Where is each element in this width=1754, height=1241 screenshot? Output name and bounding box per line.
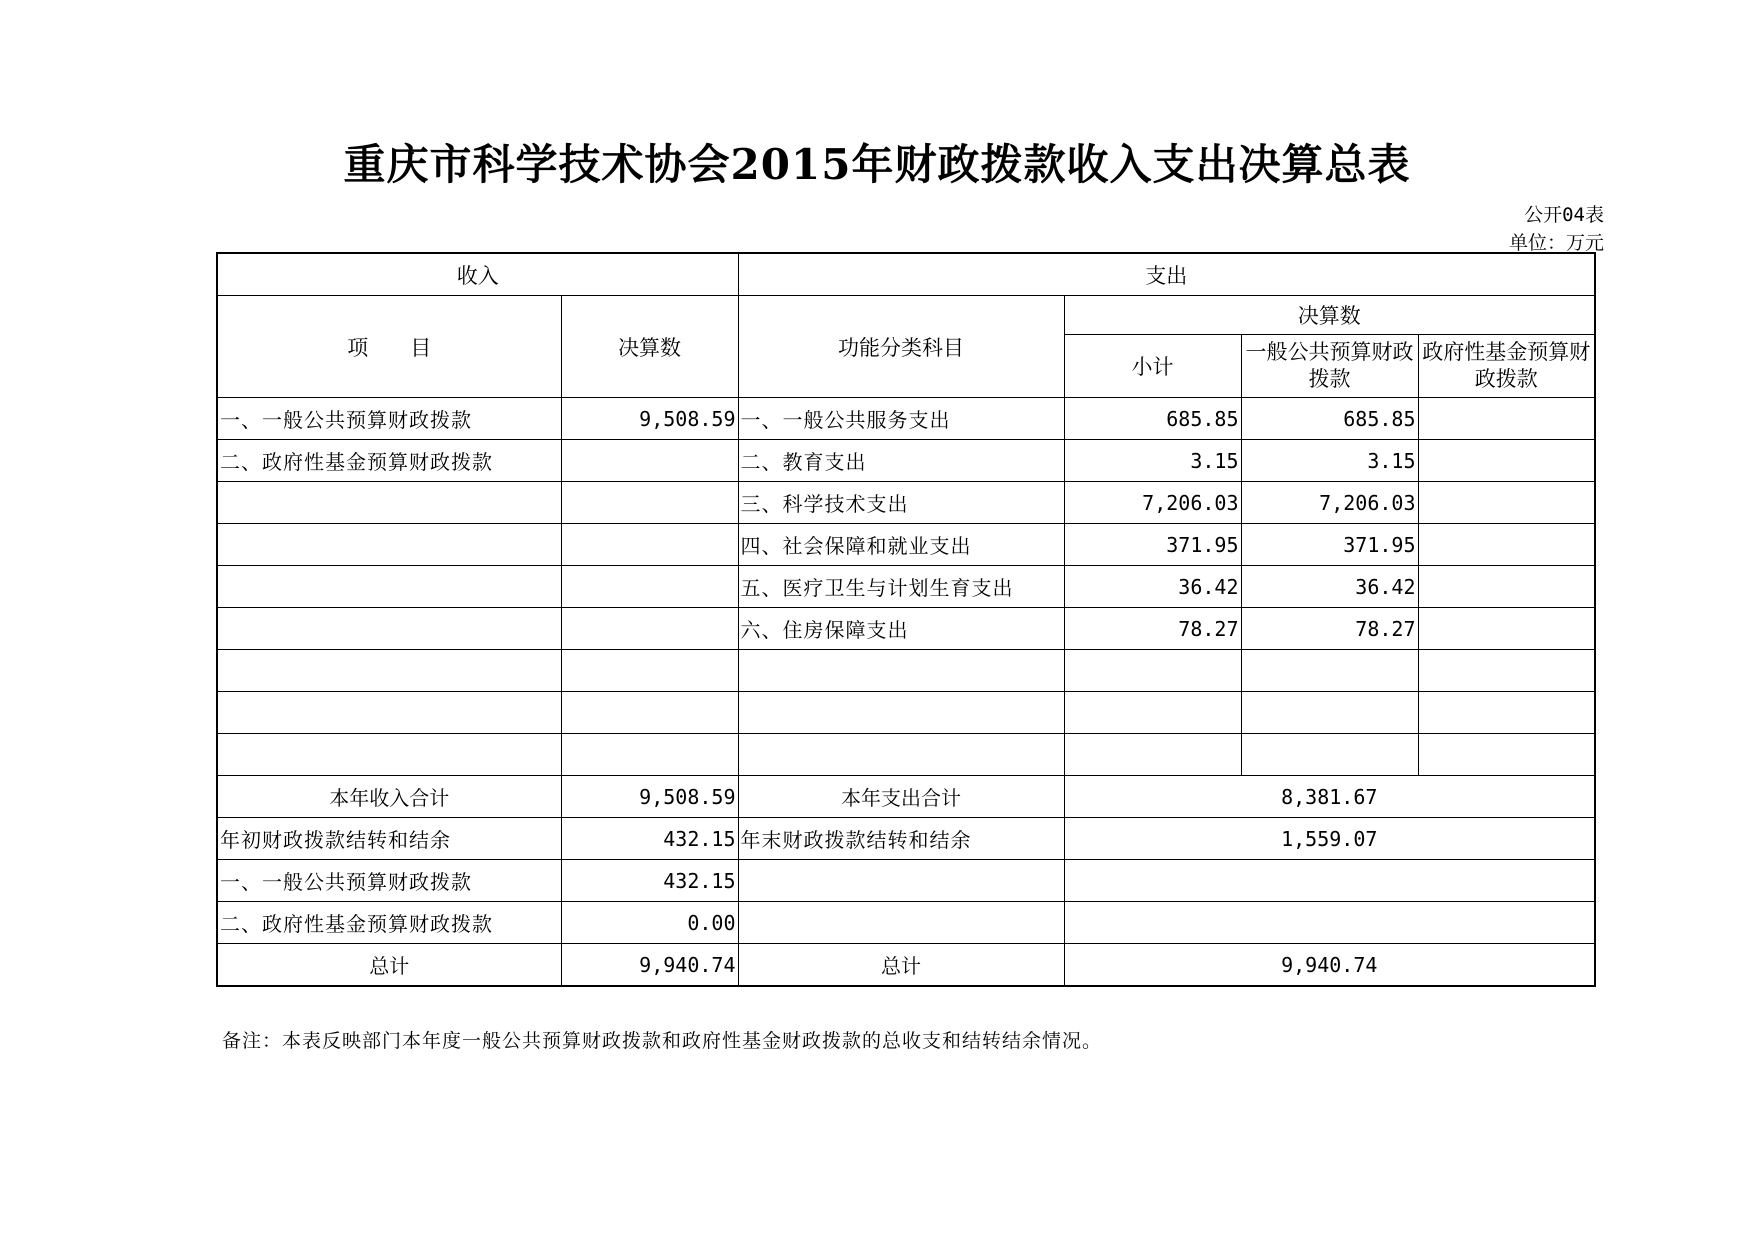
table-row [217, 398, 1595, 440]
table-row [217, 566, 1595, 608]
income-amount [561, 566, 738, 608]
empty-cell [738, 902, 1064, 944]
empty-cell [1064, 860, 1595, 902]
table-row [217, 524, 1595, 566]
income-item [217, 692, 561, 734]
opening-general-label: 一、一般公共预算财政拨款 [217, 860, 561, 902]
gov-fund-amount [1418, 398, 1595, 440]
gov-fund-amount [1418, 692, 1595, 734]
income-header: 收入 [217, 253, 738, 296]
grand-income: 9,940.74 [561, 944, 738, 987]
income-total-label: 本年收入合计 [217, 776, 561, 818]
expense-total-label: 本年支出合计 [738, 776, 1064, 818]
gov-fund-header: 政府性基金预算财政拨款 [1418, 335, 1595, 398]
income-amount [561, 692, 738, 734]
expense-item [738, 650, 1064, 692]
income-item [217, 566, 561, 608]
income-total: 9,508.59 [561, 776, 738, 818]
expense-item: 三、科学技术支出 [738, 482, 1064, 524]
general-budget-amount [1241, 734, 1418, 776]
table-row [217, 482, 1595, 524]
closing-balance-label: 年末财政拨款结转和结余 [738, 818, 1064, 860]
general-budget-amount: 685.85 [1241, 398, 1418, 440]
function-category-header: 功能分类科目 [738, 296, 1064, 398]
closing-balance: 1,559.07 [1064, 818, 1595, 860]
general-budget-amount: 3.15 [1241, 440, 1418, 482]
gov-fund-amount [1418, 650, 1595, 692]
income-item [217, 608, 561, 650]
expense-item [738, 734, 1064, 776]
budget-table [216, 252, 1596, 987]
general-budget-header: 一般公共预算财政拨款 [1241, 335, 1418, 398]
gov-fund-amount [1418, 482, 1595, 524]
expense-header: 支出 [738, 253, 1595, 296]
page-title: 重庆市科学技术协会2015年财政拨款收入支出决算总表 [343, 140, 1411, 189]
expense-total: 8,381.67 [1064, 776, 1595, 818]
grand-expense: 9,940.74 [1064, 944, 1595, 987]
opening-balance-label: 年初财政拨款结转和结余 [217, 818, 561, 860]
income-item [217, 482, 561, 524]
gov-fund-amount [1418, 734, 1595, 776]
income-item: 一、一般公共预算财政拨款 [217, 398, 561, 440]
expense-subtotal [1064, 734, 1241, 776]
income-item [217, 650, 561, 692]
general-budget-amount: 371.95 [1241, 524, 1418, 566]
final-amount-header: 决算数 [561, 296, 738, 398]
final-amount-expense-header: 决算数 [1064, 296, 1595, 335]
gov-fund-amount [1418, 608, 1595, 650]
expense-item: 六、住房保障支出 [738, 608, 1064, 650]
expense-subtotal: 36.42 [1064, 566, 1241, 608]
gov-fund-amount [1418, 566, 1595, 608]
table-row [217, 692, 1595, 734]
opening-fund: 0.00 [561, 902, 738, 944]
expense-subtotal: 371.95 [1064, 524, 1241, 566]
expense-subtotal [1064, 692, 1241, 734]
income-amount [561, 608, 738, 650]
expense-subtotal: 685.85 [1064, 398, 1241, 440]
expense-subtotal: 7,206.03 [1064, 482, 1241, 524]
form-number: 公开04表 [1524, 204, 1604, 226]
table-row [217, 650, 1595, 692]
opening-balance: 432.15 [561, 818, 738, 860]
general-budget-amount [1241, 650, 1418, 692]
income-item: 二、政府性基金预算财政拨款 [217, 440, 561, 482]
empty-cell [738, 860, 1064, 902]
gov-fund-amount [1418, 524, 1595, 566]
general-budget-amount: 36.42 [1241, 566, 1418, 608]
table-row [217, 734, 1595, 776]
expense-item: 二、教育支出 [738, 440, 1064, 482]
expense-item [738, 692, 1064, 734]
income-item [217, 734, 561, 776]
income-amount [561, 482, 738, 524]
general-budget-amount: 78.27 [1241, 608, 1418, 650]
income-amount: 9,508.59 [561, 398, 738, 440]
expense-subtotal: 3.15 [1064, 440, 1241, 482]
unit-label: 单位：万元 [1508, 232, 1604, 254]
gov-fund-amount [1418, 440, 1595, 482]
expense-subtotal [1064, 650, 1241, 692]
general-budget-amount: 7,206.03 [1241, 482, 1418, 524]
table-row [217, 608, 1595, 650]
income-amount [561, 440, 738, 482]
footnote: 备注：本表反映部门本年度一般公共预算财政拨款和政府性基金财政拨款的总收支和结转结余情况。 [222, 1030, 1103, 1052]
table-row [217, 440, 1595, 482]
income-amount [561, 524, 738, 566]
expense-item: 五、医疗卫生与计划生育支出 [738, 566, 1064, 608]
grand-expense-label: 总计 [738, 944, 1064, 987]
income-amount [561, 650, 738, 692]
expense-item: 一、一般公共服务支出 [738, 398, 1064, 440]
opening-general: 432.15 [561, 860, 738, 902]
general-budget-amount [1241, 692, 1418, 734]
income-item [217, 524, 561, 566]
opening-fund-label: 二、政府性基金预算财政拨款 [217, 902, 561, 944]
empty-cell [1064, 902, 1595, 944]
subtotal-header: 小计 [1064, 335, 1241, 398]
expense-subtotal: 78.27 [1064, 608, 1241, 650]
item-header: 项 目 [217, 296, 561, 398]
income-amount [561, 734, 738, 776]
expense-item: 四、社会保障和就业支出 [738, 524, 1064, 566]
grand-income-label: 总计 [217, 944, 561, 987]
